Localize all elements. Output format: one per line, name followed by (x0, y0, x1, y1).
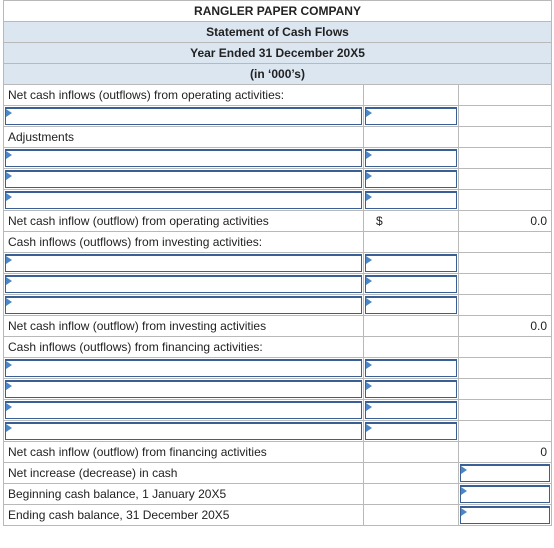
empty-cell (364, 316, 459, 337)
net-increase-label: Net increase (decrease) in cash (4, 463, 364, 484)
statement-units: (in ‘000’s) (4, 64, 552, 85)
financing-line-2-amount-input[interactable] (364, 379, 459, 400)
adjustment-3-label-input[interactable] (4, 190, 364, 211)
adjustment-1-label-input[interactable] (4, 148, 364, 169)
financing-line-4-label-input[interactable] (4, 421, 364, 442)
net-financing-total: 0 (459, 442, 552, 463)
ending-balance-label: Ending cash balance, 31 December 20X5 (4, 505, 364, 526)
investing-line-2-amount-input[interactable] (364, 274, 459, 295)
adjustment-2-amount-input[interactable] (364, 169, 459, 190)
statement-title: Statement of Cash Flows (4, 22, 552, 43)
financing-line-1-amount-input[interactable] (364, 358, 459, 379)
empty-cell (459, 337, 552, 358)
operating-heading: Net cash inflows (outflows) from operating activities: (4, 85, 364, 106)
beginning-balance-input[interactable] (459, 484, 552, 505)
empty-cell (364, 484, 459, 505)
ending-balance-input[interactable] (459, 505, 552, 526)
financing-line-2-label-input[interactable] (4, 379, 364, 400)
empty-cell (459, 148, 552, 169)
financing-line-4-amount-input[interactable] (364, 421, 459, 442)
financing-line-3-amount-input[interactable] (364, 400, 459, 421)
empty-cell (459, 295, 552, 316)
empty-cell (459, 169, 552, 190)
empty-cell (459, 400, 552, 421)
empty-cell (459, 421, 552, 442)
investing-line-3-label-input[interactable] (4, 295, 364, 316)
net-investing-label: Net cash inflow (outflow) from investing activities (4, 316, 364, 337)
investing-heading: Cash inflows (outflows) from investing activities: (4, 232, 364, 253)
investing-line-1-amount-input[interactable] (364, 253, 459, 274)
empty-cell (459, 274, 552, 295)
beginning-balance-label: Beginning cash balance, 1 January 20X5 (4, 484, 364, 505)
net-financing-label: Net cash inflow (outflow) from financing activities (4, 442, 364, 463)
net-investing-total: 0.0 (459, 316, 552, 337)
net-operating-label: Net cash inflow (outflow) from operating activities (4, 211, 364, 232)
empty-cell (364, 337, 459, 358)
adjustment-1-amount-input[interactable] (364, 148, 459, 169)
empty-cell (459, 106, 552, 127)
company-name: RANGLER PAPER COMPANY (4, 1, 552, 22)
net-operating-total: 0.0 (459, 211, 552, 232)
operating-line-1-amount-input[interactable] (364, 106, 459, 127)
operating-line-1-label-input[interactable] (4, 106, 364, 127)
investing-line-3-amount-input[interactable] (364, 295, 459, 316)
empty-cell (364, 442, 459, 463)
net-increase-input[interactable] (459, 463, 552, 484)
adjustment-3-amount-input[interactable] (364, 190, 459, 211)
empty-cell (459, 190, 552, 211)
empty-cell (459, 85, 552, 106)
empty-cell (459, 379, 552, 400)
currency-symbol: $ (364, 211, 459, 232)
empty-cell (364, 232, 459, 253)
adjustment-2-label-input[interactable] (4, 169, 364, 190)
empty-cell (459, 232, 552, 253)
financing-line-3-label-input[interactable] (4, 400, 364, 421)
adjustments-label: Adjustments (4, 127, 364, 148)
empty-cell (459, 358, 552, 379)
financing-line-1-label-input[interactable] (4, 358, 364, 379)
empty-cell (364, 85, 459, 106)
cash-flow-statement-table (3, 0, 552, 526)
investing-line-1-label-input[interactable] (4, 253, 364, 274)
empty-cell (364, 463, 459, 484)
empty-cell (459, 127, 552, 148)
financing-heading: Cash inflows (outflows) from financing activities: (4, 337, 364, 358)
empty-cell (459, 253, 552, 274)
statement-period: Year Ended 31 December 20X5 (4, 43, 552, 64)
empty-cell (364, 127, 459, 148)
investing-line-2-label-input[interactable] (4, 274, 364, 295)
empty-cell (364, 505, 459, 526)
